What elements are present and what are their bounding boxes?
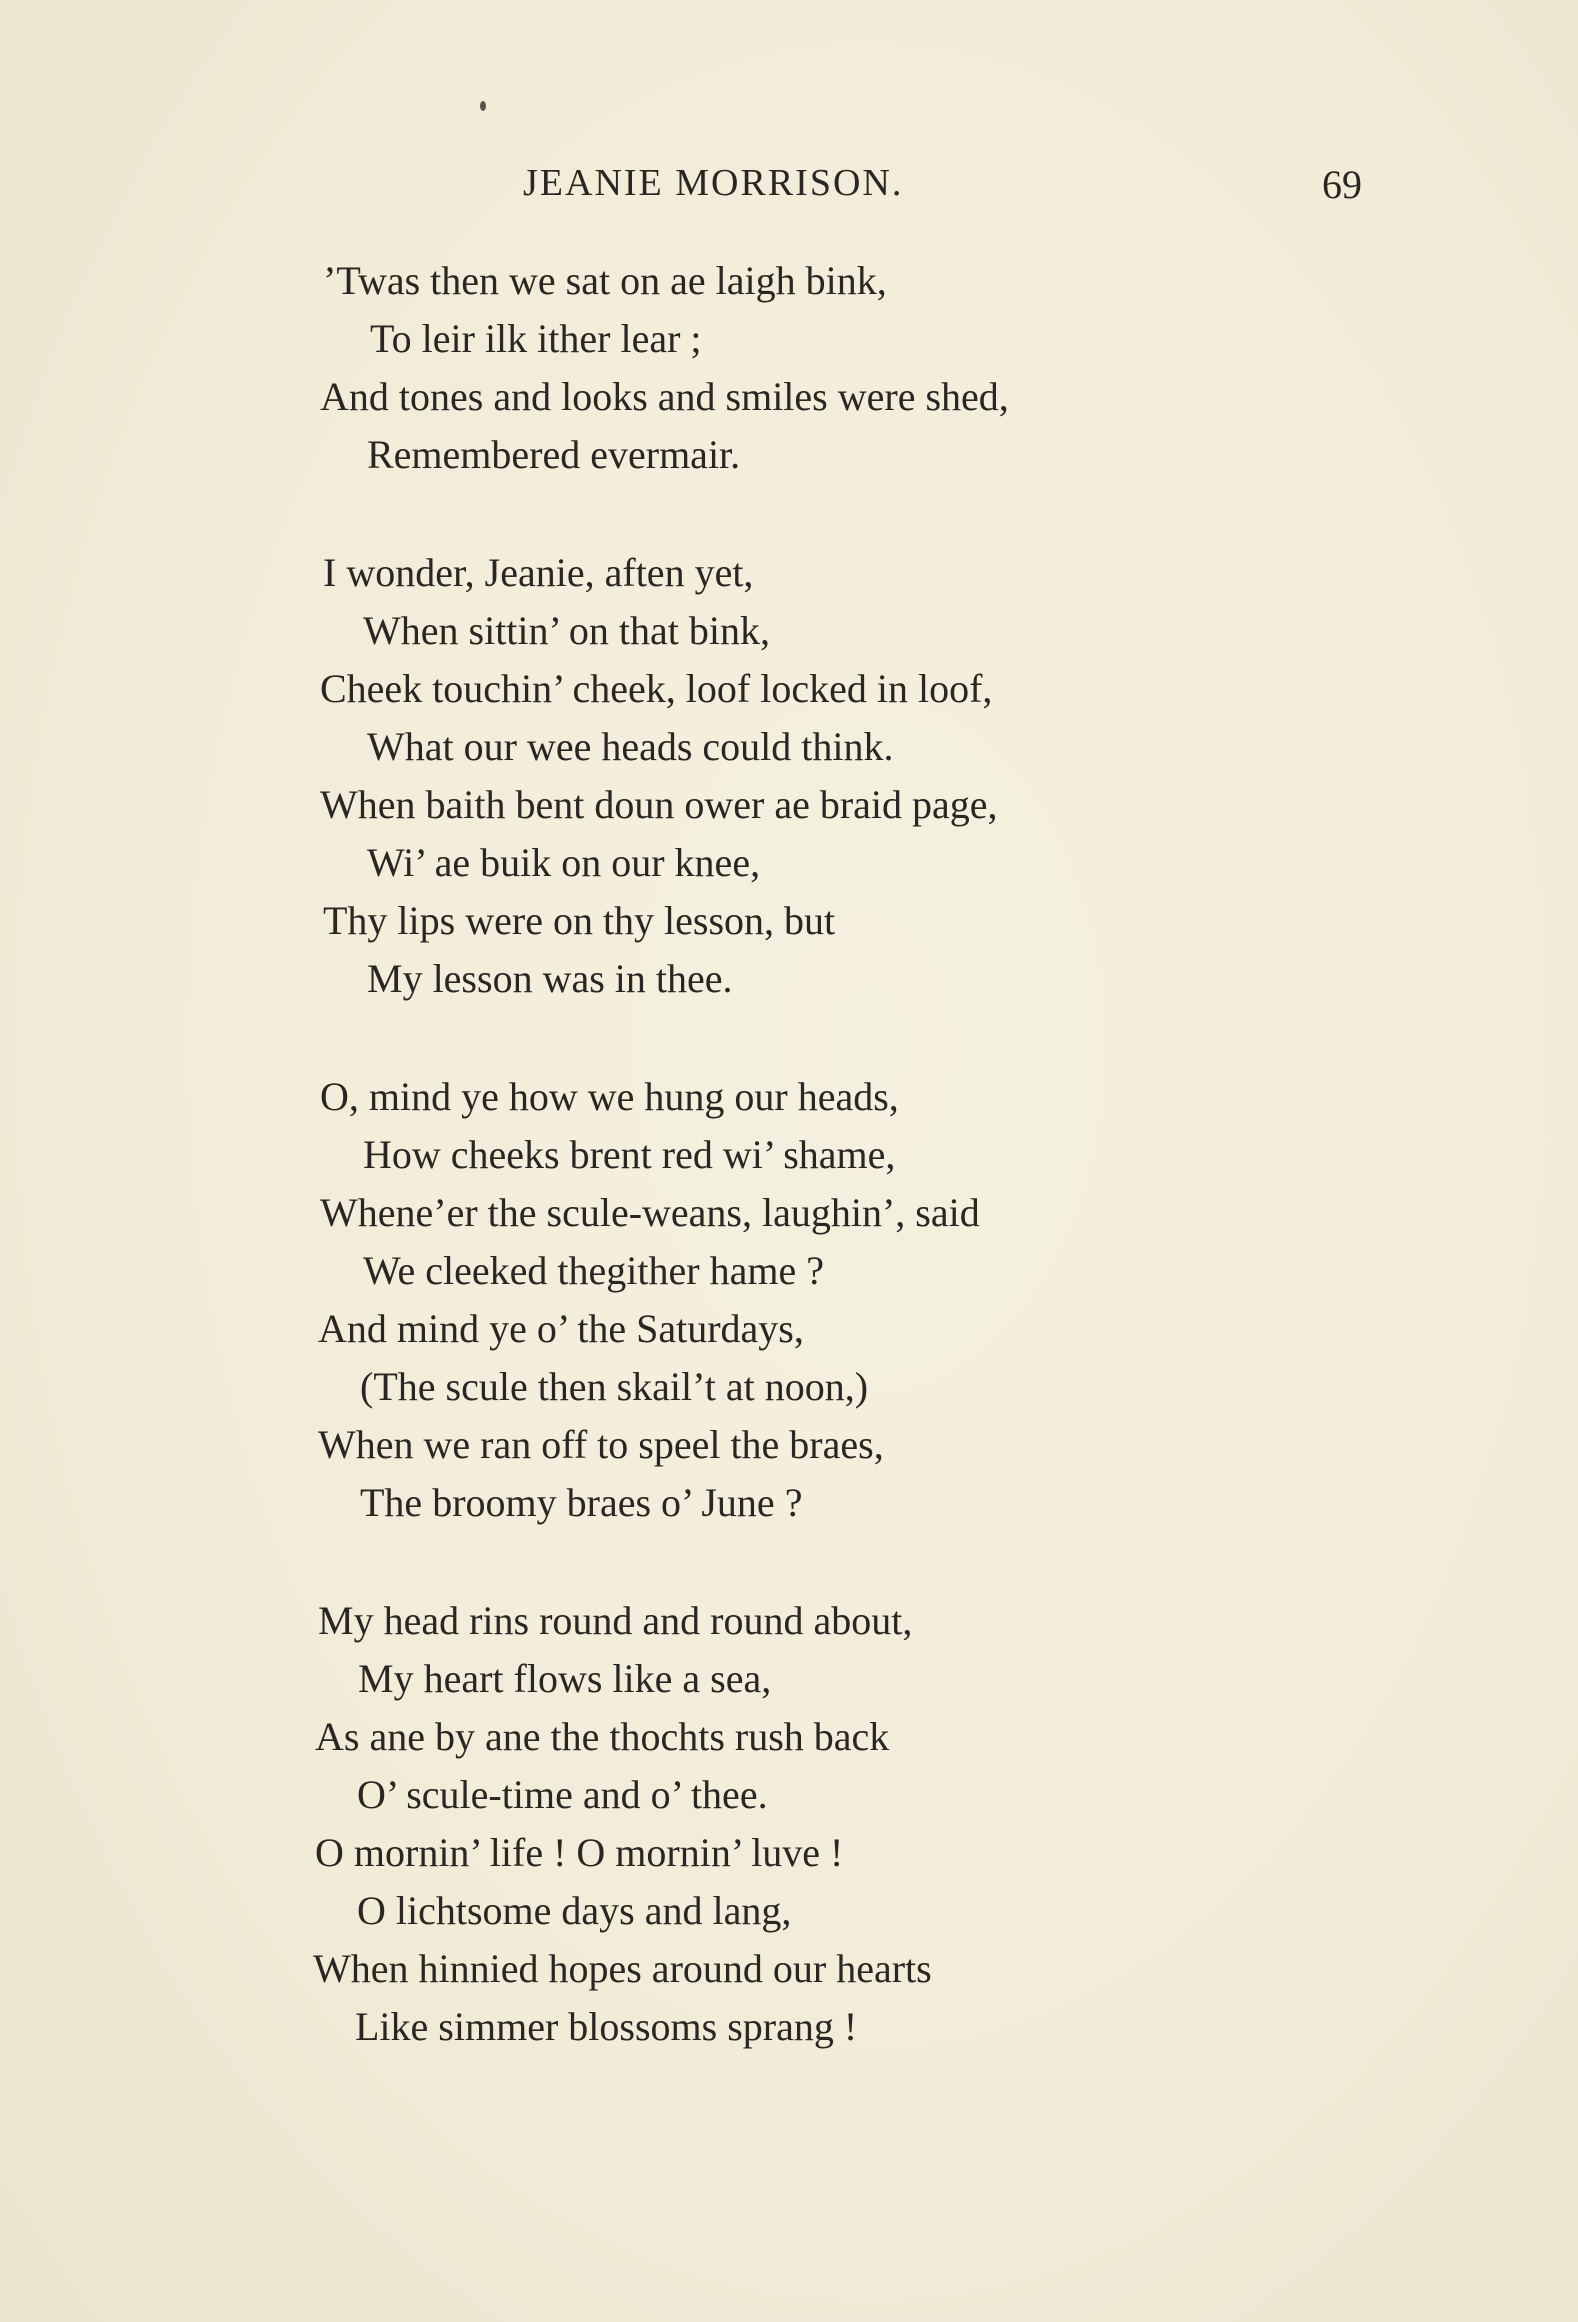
page-number: 69	[1322, 162, 1362, 207]
verse-line-indented: Wi’ ae buik on our knee,	[367, 840, 761, 885]
verse-line-indented: Like simmer blossoms sprang !	[355, 2004, 858, 2049]
verse-line: ’Twas then we sat on ae laigh bink,	[323, 258, 887, 303]
verse-line: As ane by ane the thochts rush back	[315, 1714, 890, 1759]
verse-line-indented: O’ scule-time and o’ thee.	[357, 1772, 768, 1817]
verse-line: I wonder, Jeanie, aften yet,	[323, 550, 754, 595]
verse-line-indented: How cheeks brent red wi’ shame,	[363, 1132, 896, 1177]
verse-line-indented: My heart flows like a sea,	[358, 1656, 772, 1701]
verse-line: When hinnied hopes around our hearts	[313, 1946, 932, 1991]
verse-line: O, mind ye how we hung our heads,	[320, 1074, 899, 1119]
verse-line-indented: O lichtsome days and lang,	[357, 1888, 792, 1933]
verse-line: And mind ye o’ the Saturdays,	[318, 1306, 804, 1351]
verse-line-indented: We cleeked thegither hame ?	[363, 1248, 824, 1293]
ink-speck	[480, 101, 486, 111]
verse-line: When we ran off to speel the braes,	[318, 1422, 884, 1467]
verse-line-indented: Remembered evermair.	[367, 432, 741, 477]
verse-line: And tones and looks and smiles were shed,	[320, 374, 1009, 419]
verse-line: When baith bent doun ower ae braid page,	[320, 782, 998, 827]
verse-line: Whene’er the scule-weans, laughin’, said	[320, 1190, 980, 1235]
verse-line: Cheek touchin’ cheek, loof locked in loof,	[320, 666, 993, 711]
verse-line: O mornin’ life ! O mornin’ luve !	[315, 1830, 844, 1875]
running-head	[0, 158, 1578, 208]
verse-line-indented: What our wee heads could think.	[367, 724, 894, 769]
running-title: JEANIE MORRISON.	[523, 162, 904, 204]
verse-line-indented: My lesson was in thee.	[367, 956, 733, 1001]
verse-line: My head rins round and round about,	[318, 1598, 913, 1643]
verse-line-indented: To leir ilk ither lear ;	[370, 316, 702, 361]
verse-line: Thy lips were on thy lesson, but	[323, 898, 836, 943]
verse-line-indented: When sittin’ on that bink,	[363, 608, 770, 653]
verse-line-indented: (The scule then skail’t at noon,)	[360, 1364, 869, 1409]
verse-line-indented: The broomy braes o’ June ?	[360, 1480, 803, 1525]
